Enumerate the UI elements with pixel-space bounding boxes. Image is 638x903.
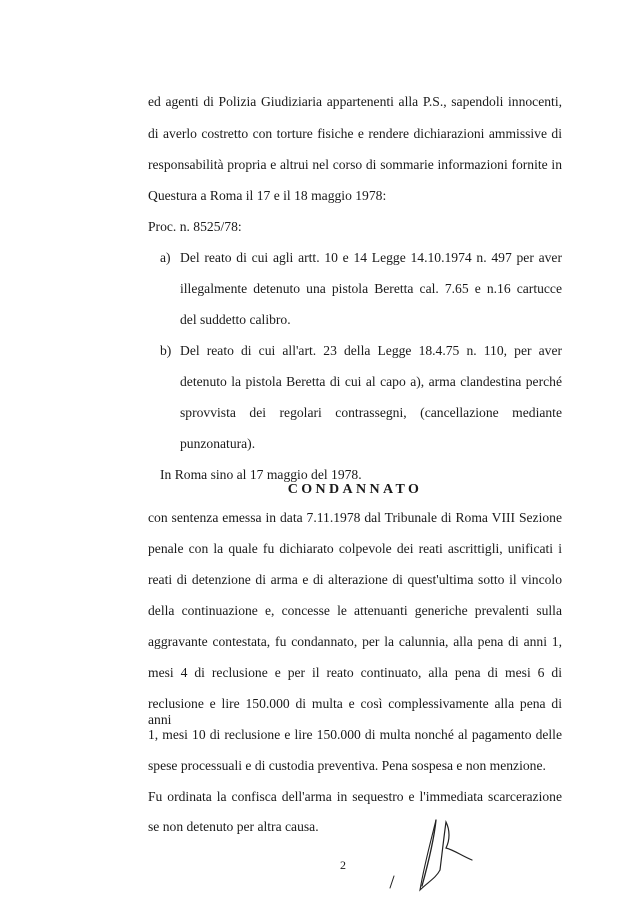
para1-line-3: responsabilità propria e altrui nel corso di sommarie informazioni fornite in bbox=[148, 157, 562, 172]
item-b-line-4: punzonatura). bbox=[180, 436, 256, 451]
para2-line-6: mesi 4 di reclusione e per il reato continuato, alla pena di mesi 6 di bbox=[148, 665, 562, 680]
item-b-marker: b) bbox=[160, 343, 172, 358]
para2-line-1: con sentenza emessa in data 7.11.1978 dal Tribunale di Roma VIII Sezione bbox=[148, 510, 562, 525]
item-a-line-1: Del reato di cui agli artt. 10 e 14 Legge 14.10.1974 n. 497 per aver bbox=[180, 250, 562, 265]
section-heading: CONDANNATO bbox=[287, 482, 423, 497]
handwritten-signature-icon bbox=[384, 806, 504, 901]
para2-line-7: reclusione e lire 150.000 di multa e così complessivamente alla pena di anni bbox=[148, 696, 562, 727]
para2-line-4: della continuazione e, concesse le attenuanti generiche prevalenti sulla bbox=[148, 603, 562, 618]
para3-line-2: se non detenuto per altra causa. bbox=[148, 819, 319, 834]
page-number: 2 bbox=[340, 858, 346, 872]
item-b-line-2: detenuto la pistola Beretta di cui al capo a), arma clandestina perché bbox=[180, 374, 562, 389]
para2-line-5: aggravante contestata, fu condannato, per la calunnia, alla pena di anni 1, bbox=[148, 634, 562, 649]
item-b-line-1: Del reato di cui all'art. 23 della Legge 18.4.75 n. 110, per aver bbox=[180, 343, 562, 358]
item-a-line-2: illegalmente detenuto una pistola Beretta cal. 7.65 e n.16 cartucce bbox=[180, 281, 562, 296]
para1-line-2: di averlo costretto con torture fisiche e rendere dichiarazioni ammissive di bbox=[148, 126, 562, 141]
para2-line-2: penale con la quale fu dichiarato colpevole dei reati ascrittigli, unificati i bbox=[148, 541, 562, 556]
para2-line-3: reati di detenzione di arma e di alterazione di quest'ultima sotto il vincolo bbox=[148, 572, 562, 587]
item-a-line-3: del suddetto calibro. bbox=[180, 312, 291, 327]
proc-number: Proc. n. 8525/78: bbox=[148, 219, 242, 234]
para2-line-8: 1, mesi 10 di reclusione e lire 150.000 di multa nonché al pagamento delle bbox=[148, 727, 562, 742]
item-b-line-3: sprovvista dei regolari contrassegni, (cancellazione mediante bbox=[180, 405, 562, 420]
para3-line-1: Fu ordinata la confisca dell'arma in sequestro e l'immediata scarcerazione bbox=[148, 789, 562, 804]
para1-line-1: ed agenti di Polizia Giudiziaria appartenenti alla P.S., sapendoli innocenti, bbox=[148, 94, 562, 109]
para1-line-4: Questura a Roma il 17 e il 18 maggio 1978: bbox=[148, 188, 387, 203]
place-date: In Roma sino al 17 maggio del 1978. bbox=[160, 467, 362, 482]
item-a-marker: a) bbox=[160, 250, 171, 265]
para2-line-9: spese processuali e di custodia preventiva. Pena sospesa e non menzione. bbox=[148, 758, 546, 773]
